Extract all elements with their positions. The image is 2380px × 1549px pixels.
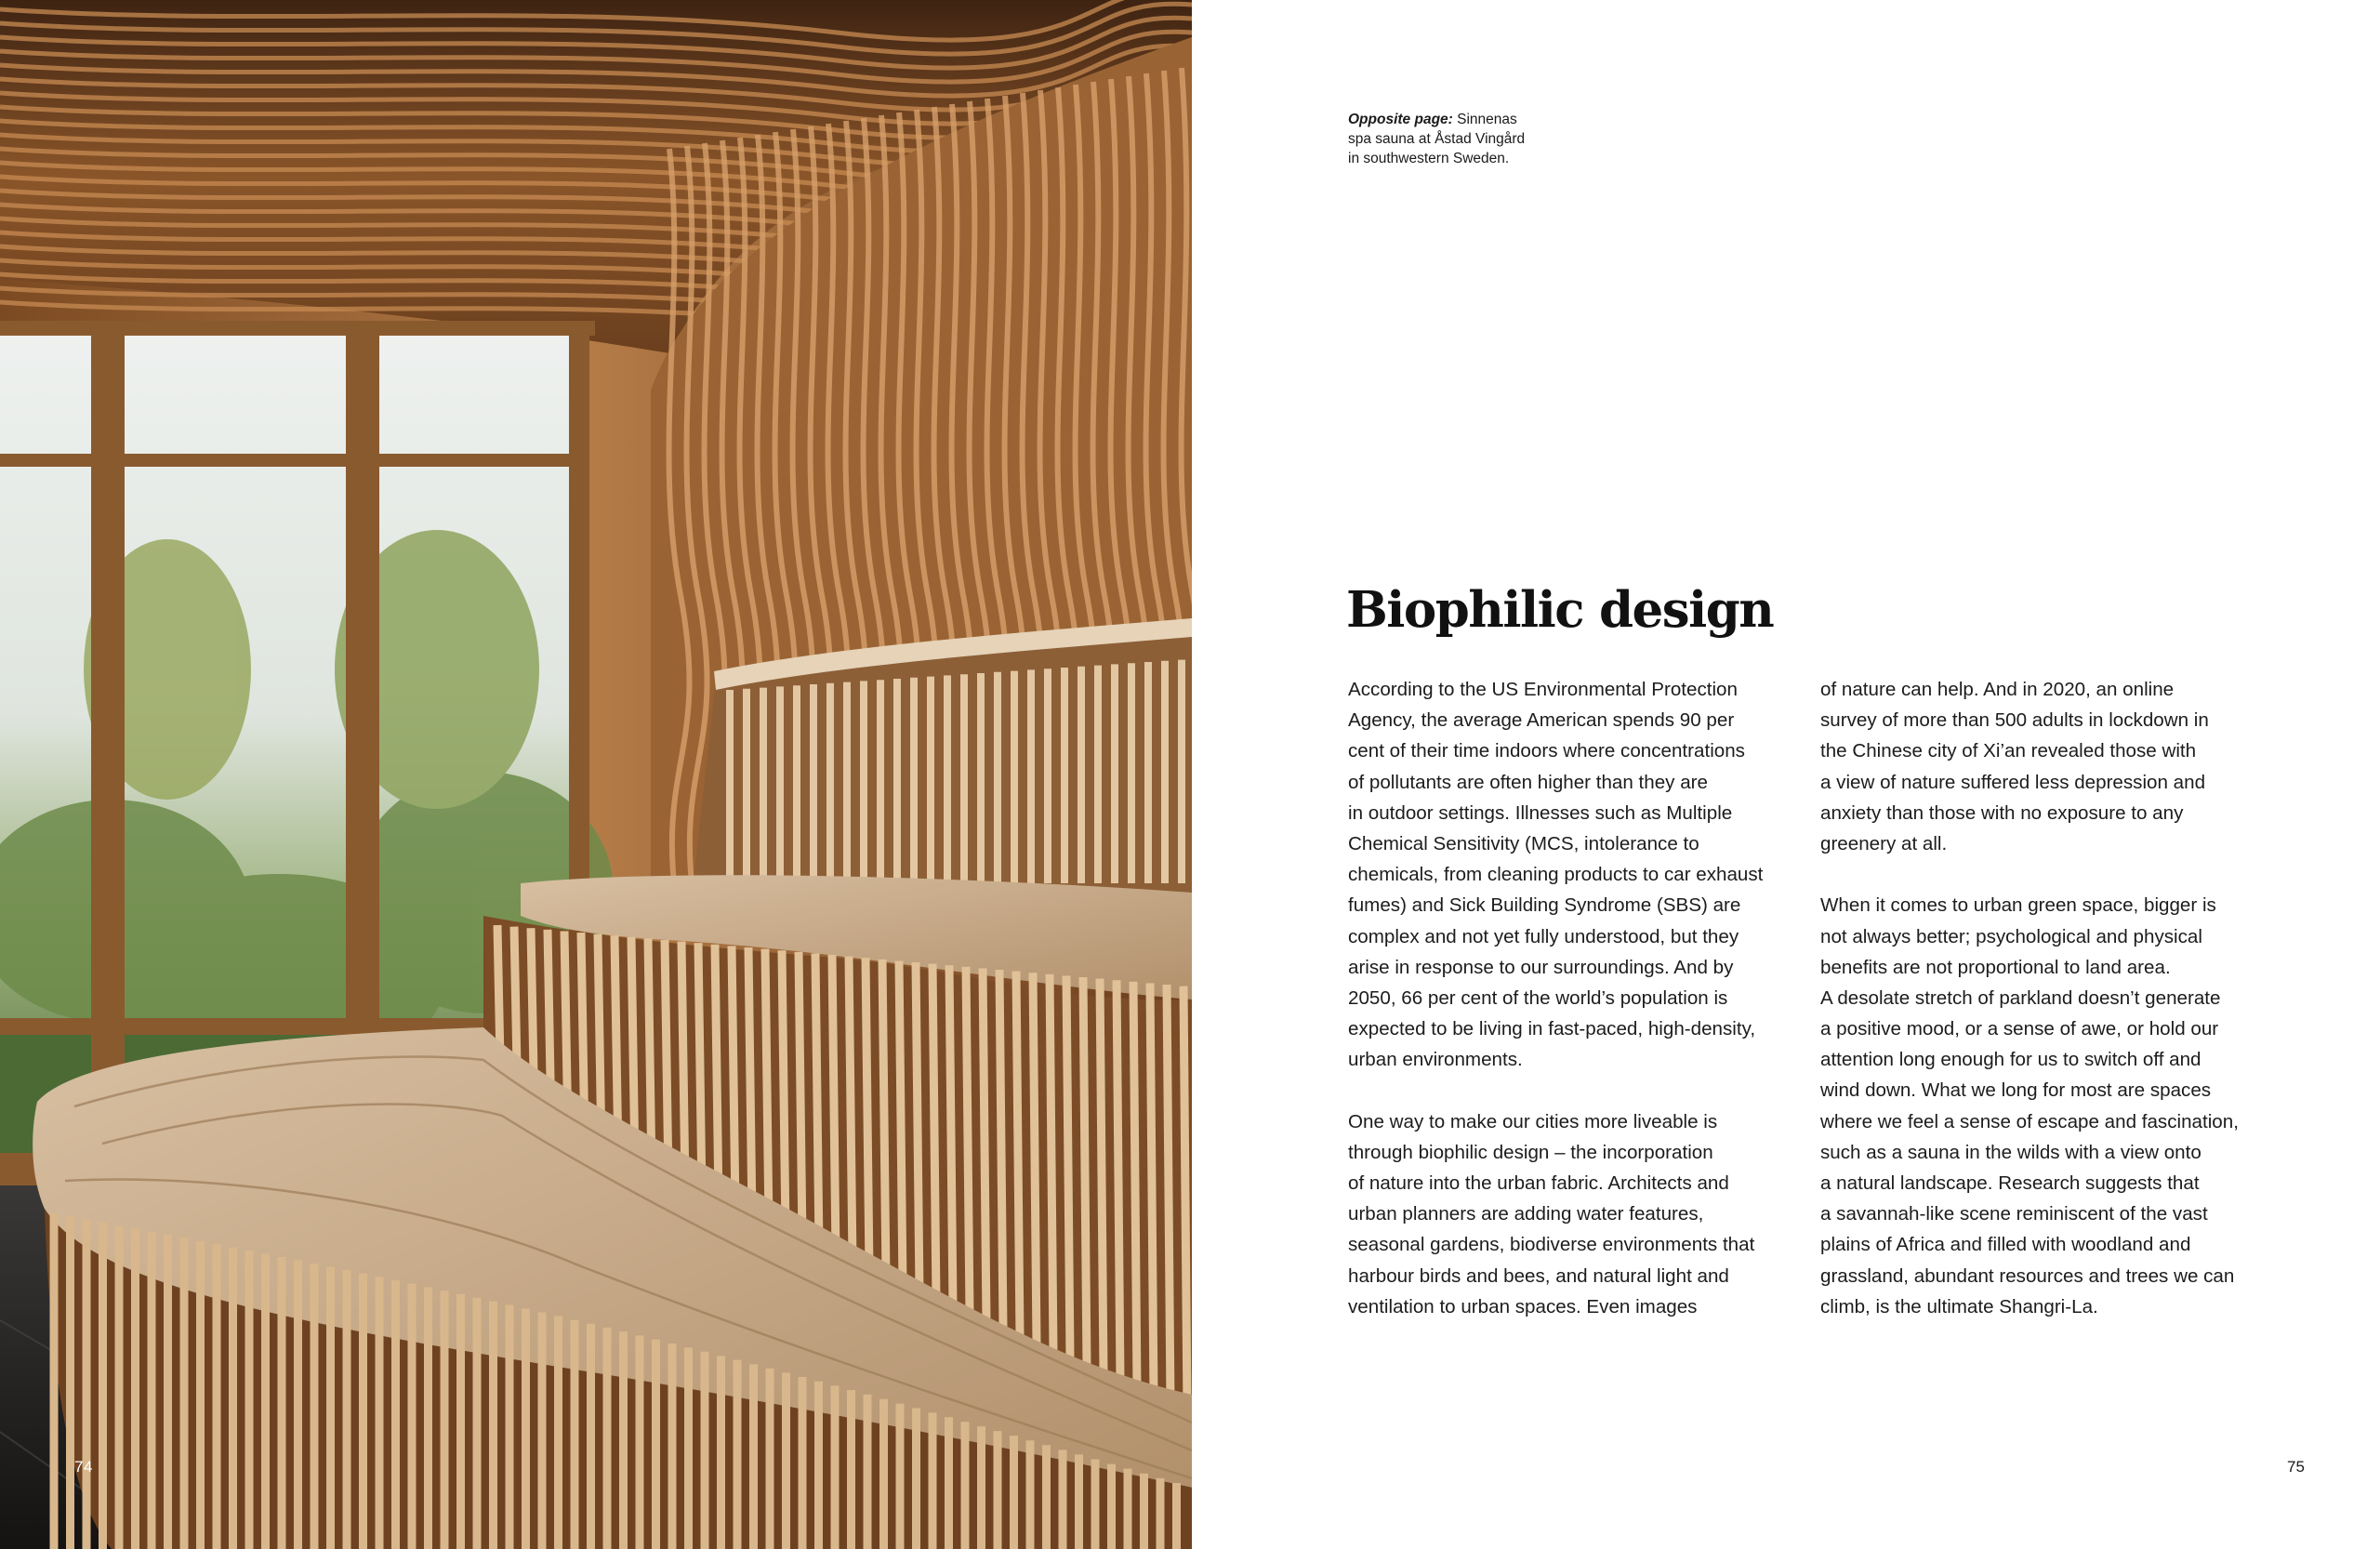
body-text-line: arise in response to our surroundings. And by — [1348, 956, 1734, 978]
body-text-line: greenery at all. — [1820, 832, 1948, 854]
photo-caption — [1348, 110, 1590, 168]
page-number-right: 75 — [2287, 1458, 2305, 1476]
body-text-line: Chemical Sensitivity (MCS, intolerance to — [1348, 832, 1699, 854]
wood-rib — [732, 946, 735, 1211]
wood-rib — [1100, 979, 1104, 1374]
body-text-line: One way to make our cities more liveable is — [1348, 1110, 1718, 1132]
body-text-line: where we feel a sense of escape and fascination, — [1820, 1110, 2239, 1132]
wood-rib — [715, 945, 719, 1203]
wood-rib — [849, 957, 853, 1263]
body-text-line: climb, is the ultimate Shangri-La. — [1820, 1295, 2098, 1317]
body-text-line: urban planners are adding water features, — [1348, 1203, 1704, 1225]
wood-rib — [1083, 977, 1087, 1367]
body-text-line: of nature into the urban fabric. Architects and — [1348, 1172, 1729, 1194]
body-text-line: complex and not yet fully understood, but they — [1348, 925, 1739, 947]
body-text-line: expected to be living in fast-paced, high-density, — [1348, 1018, 1756, 1040]
body-text-line: through biophilic design – the incorporation — [1348, 1141, 1713, 1163]
wood-rib — [1050, 974, 1053, 1352]
wood-rib — [748, 947, 752, 1218]
body-column-right — [1820, 674, 2285, 1322]
body-text-line: urban environments. — [1348, 1049, 1523, 1071]
body-text-line: harbour birds and bees, and natural light and — [1348, 1264, 1729, 1287]
body-text-line: fumes) and Sick Building Syndrome (SBS) are — [1348, 894, 1741, 917]
article-heading: Biophilic design — [1346, 581, 1774, 639]
body-text-line: A desolate stretch of parkland doesn’t generate — [1820, 986, 2221, 1009]
wood-rib — [1150, 983, 1154, 1397]
wood-rib — [882, 960, 886, 1278]
caption-line-2: spa sauna at Åstad Vingård — [1348, 131, 1526, 147]
body-text-line: the Chinese city of Xi’an revealed those with — [1820, 740, 2197, 762]
wood-rib — [983, 968, 986, 1322]
body-text-line: not always better; psychological and physical — [1820, 925, 2202, 947]
wood-rib — [966, 967, 970, 1315]
wood-rib — [999, 970, 1003, 1330]
body-text-line: 2050, 66 per cent of the world’s population is — [1348, 986, 1728, 1009]
body-text-line: in outdoor settings. Illnesses such as Multiple — [1348, 801, 1733, 824]
body-text-line: attention long enough for us to switch off and — [1820, 1049, 2202, 1071]
body-text-line: such as a sauna in the wilds with a view onto — [1820, 1141, 2202, 1163]
wood-rib — [1033, 973, 1037, 1344]
page-number-left: 74 — [74, 1458, 93, 1476]
body-text-line: a view of nature suffered less depression and — [1820, 771, 2206, 793]
body-text-line: of nature can help. And in 2020, an online — [1820, 679, 2175, 700]
wood-rib — [1066, 975, 1070, 1359]
body-text-line: When it comes to urban green space, bigger is — [1820, 894, 2216, 917]
body-text-line: cent of their time indoors where concentrations — [1348, 740, 1745, 762]
body-text-line: a savannah-like scene reminiscent of the vast — [1820, 1203, 2208, 1225]
wood-rib — [832, 955, 836, 1255]
paragraph-gap — [1348, 1075, 1813, 1105]
body-column-left — [1348, 674, 1813, 1322]
body-text-line: benefits are not proportional to land area. — [1820, 956, 2171, 978]
wood-rib — [698, 943, 702, 1196]
caption-label: Opposite page: — [1348, 112, 1453, 127]
body-text-line: of pollutants are often higher than they are — [1348, 771, 1708, 793]
wood-rib — [1167, 985, 1170, 1404]
body-text-line: seasonal gardens, biodiverse environments that — [1348, 1234, 1755, 1256]
wood-rib — [866, 958, 869, 1270]
body-text-line: a natural landscape. Research suggests that — [1820, 1172, 2200, 1194]
body-text-line: a positive mood, or a sense of awe, or hold our — [1820, 1018, 2219, 1040]
body-text-line: According to the US Environmental Protection — [1348, 679, 1738, 700]
wood-rib — [1016, 972, 1020, 1337]
caption-line-1: Sinnenas — [1452, 112, 1517, 127]
wood-rib — [916, 962, 919, 1292]
wood-rib — [681, 942, 685, 1188]
wood-rib — [782, 950, 786, 1233]
body-text-line: grassland, abundant resources and trees we can — [1820, 1264, 2235, 1287]
body-text-line: Agency, the average American spends 90 per — [1348, 709, 1735, 732]
body-text-line: plains of Africa and filled with woodland and — [1820, 1234, 2191, 1256]
wood-rib — [1133, 982, 1137, 1389]
body-text-line: ventilation to urban spaces. Even images — [1348, 1295, 1698, 1317]
wood-rib — [765, 949, 769, 1225]
body-text-line: chemicals, from cleaning products to car exhaust — [1348, 864, 1764, 886]
caption-line-3: in southwestern Sweden. — [1348, 151, 1510, 166]
wood-rib — [899, 960, 903, 1285]
body-text-line: survey of more than 500 adults in lockdown in — [1820, 709, 2209, 732]
paragraph-gap — [1820, 859, 2285, 890]
wood-rib — [949, 965, 953, 1307]
wood-rib — [799, 952, 802, 1240]
wood-rib — [1183, 986, 1187, 1411]
wood-rib — [1117, 980, 1120, 1382]
body-text-line: wind down. What we long for most are spaces — [1820, 1079, 2212, 1102]
body-text-line: anxiety than those with no exposure to any — [1820, 801, 2184, 824]
wood-rib — [932, 964, 936, 1300]
wood-rib — [815, 953, 819, 1248]
